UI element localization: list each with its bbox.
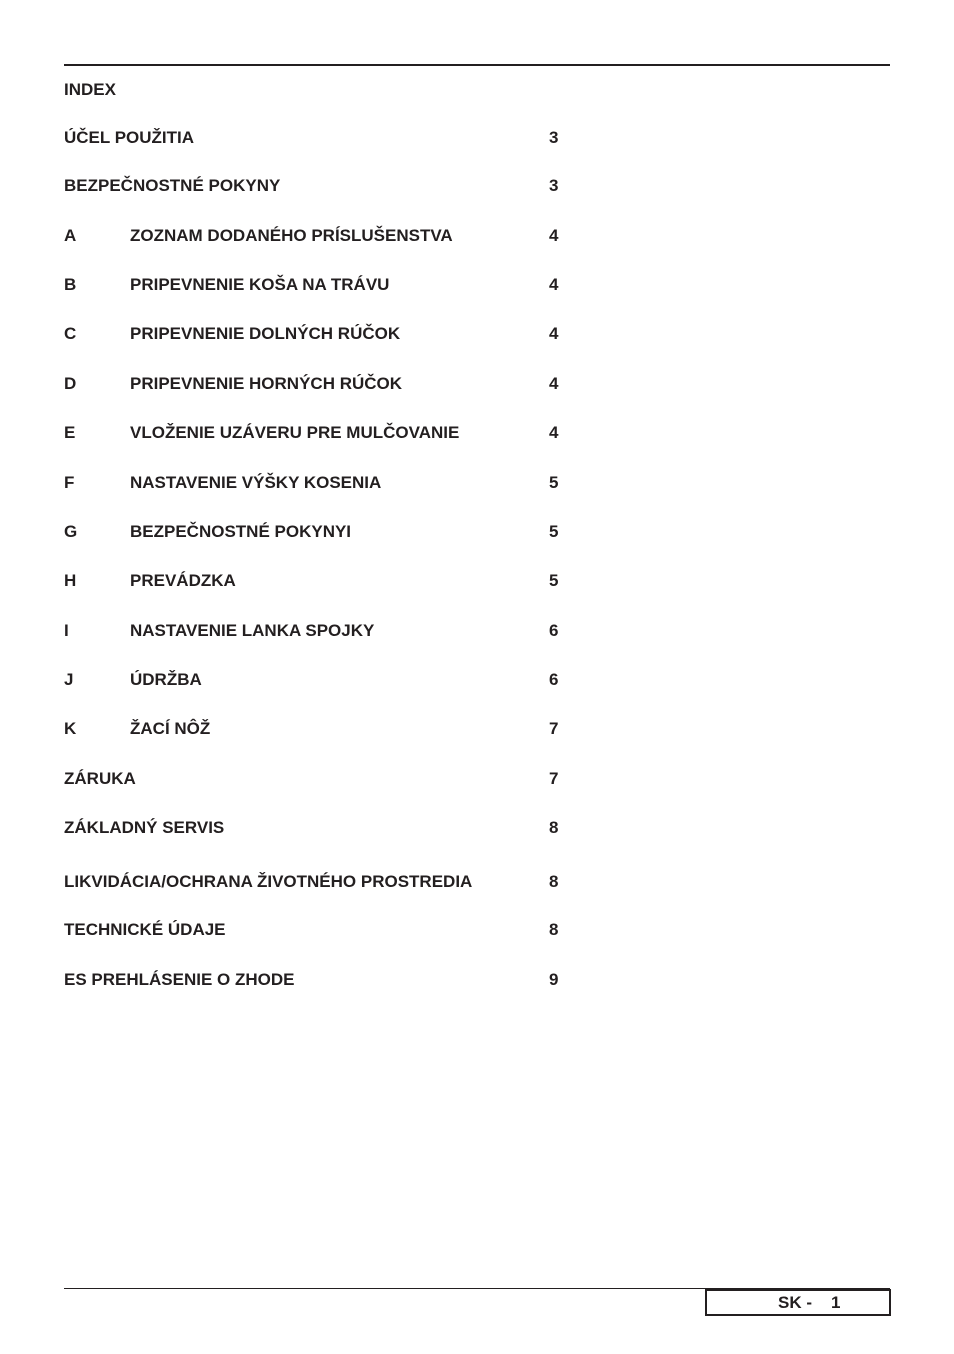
- toc-entry-label: ZÁRUKA: [64, 769, 136, 788]
- top-divider: [64, 64, 890, 66]
- toc-entry: [64, 374, 584, 394]
- toc-entry-label: PREVÁDZKA: [130, 571, 236, 590]
- toc-entry-page: 3: [549, 176, 559, 195]
- language-code: SK -: [778, 1293, 812, 1312]
- toc-entry-label: BEZPEČNOSTNÉ POKYNYI: [130, 522, 352, 541]
- toc-entry-page: 6: [549, 621, 559, 640]
- toc-entry-page: 8: [549, 818, 559, 837]
- toc-entry-page: 3: [549, 128, 559, 147]
- toc-entry: [64, 176, 584, 196]
- toc-entry-page: 7: [549, 769, 559, 788]
- toc-entry-label: ZOZNAM DODANÉHO PRÍSLUŠENSTVA: [130, 226, 453, 245]
- toc-entry-letter: C: [64, 324, 77, 343]
- page-number: 1: [831, 1293, 841, 1312]
- toc-entry: [64, 621, 584, 641]
- toc-entry-letter: G: [64, 522, 78, 541]
- toc-entry-label: PRIPEVNENIE DOLNÝCH RÚČOK: [130, 324, 401, 343]
- toc-entry-page: 4: [549, 374, 559, 393]
- toc-entry-letter: D: [64, 374, 77, 393]
- toc-entry-label: BEZPEČNOSTNÉ POKYNY: [64, 176, 281, 195]
- toc-entry: [64, 719, 584, 739]
- toc-entry-label: ZÁKLADNÝ SERVIS: [64, 818, 225, 837]
- toc-entry-page: 4: [549, 275, 559, 294]
- page-title: INDEX: [64, 80, 116, 99]
- toc-entry: [64, 226, 584, 246]
- toc-entry-label: NASTAVENIE VÝŠKY KOSENIA: [130, 473, 382, 492]
- toc-entry-letter: K: [64, 719, 77, 738]
- toc-entry: [64, 670, 584, 690]
- toc-entry-page: 6: [549, 670, 559, 689]
- toc-entry-label: ÚDRŽBA: [130, 670, 202, 689]
- toc-entry-page: 5: [549, 571, 559, 590]
- toc-entry-label: PRIPEVNENIE KOŠA NA TRÁVU: [130, 275, 390, 294]
- toc-entry-page: 4: [549, 324, 559, 343]
- toc-entry-label: ÚČEL POUŽITIA: [64, 128, 195, 147]
- toc-entry-letter: H: [64, 571, 77, 590]
- toc-entry-page: 4: [549, 423, 559, 442]
- toc-entry: [64, 128, 584, 148]
- toc-entry-page: 8: [549, 920, 559, 939]
- toc-entry: [64, 423, 584, 443]
- toc-entry-letter: J: [64, 670, 74, 689]
- toc-entry: [64, 769, 584, 789]
- toc-entry-label: LIKVIDÁCIA/OCHRANA ŽIVOTNÉHO PROSTREDIA: [64, 872, 473, 891]
- toc-entry-letter: A: [64, 226, 77, 245]
- toc-entry-label: NASTAVENIE LANKA SPOJKY: [130, 621, 375, 640]
- toc-entry-label: VLOŽENIE UZÁVERU PRE MULČOVANIE: [130, 423, 460, 442]
- toc-entry-page: 8: [549, 872, 559, 891]
- toc-entry-page: 9: [549, 970, 559, 989]
- toc-entry: [64, 818, 584, 838]
- toc-entry-page: 7: [549, 719, 559, 738]
- toc-entry: [64, 571, 584, 591]
- toc-entry-label: PRIPEVNENIE HORNÝCH RÚČOK: [130, 374, 403, 393]
- toc-entry: [64, 920, 584, 940]
- toc-entry: [64, 970, 584, 990]
- toc-entry: [64, 522, 584, 542]
- toc-entry-label: ŽACÍ NÔŽ: [130, 719, 211, 738]
- toc-entry-letter: E: [64, 423, 76, 442]
- toc-entry: [64, 872, 584, 892]
- toc-entry-label: TECHNICKÉ ÚDAJE: [64, 920, 226, 939]
- toc-entry: [64, 275, 584, 295]
- toc-entry-letter: I: [64, 621, 69, 640]
- toc-entry-label: ES PREHLÁSENIE O ZHODE: [64, 970, 295, 989]
- toc-entry-page: 5: [549, 522, 559, 541]
- page-number-box: [705, 1289, 891, 1316]
- toc-entry: [64, 473, 584, 493]
- toc-entry-page: 4: [549, 226, 559, 245]
- toc-entry: [64, 324, 584, 344]
- toc-entry-letter: B: [64, 275, 77, 294]
- toc-entry-letter: F: [64, 473, 75, 492]
- toc-entry-page: 5: [549, 473, 559, 492]
